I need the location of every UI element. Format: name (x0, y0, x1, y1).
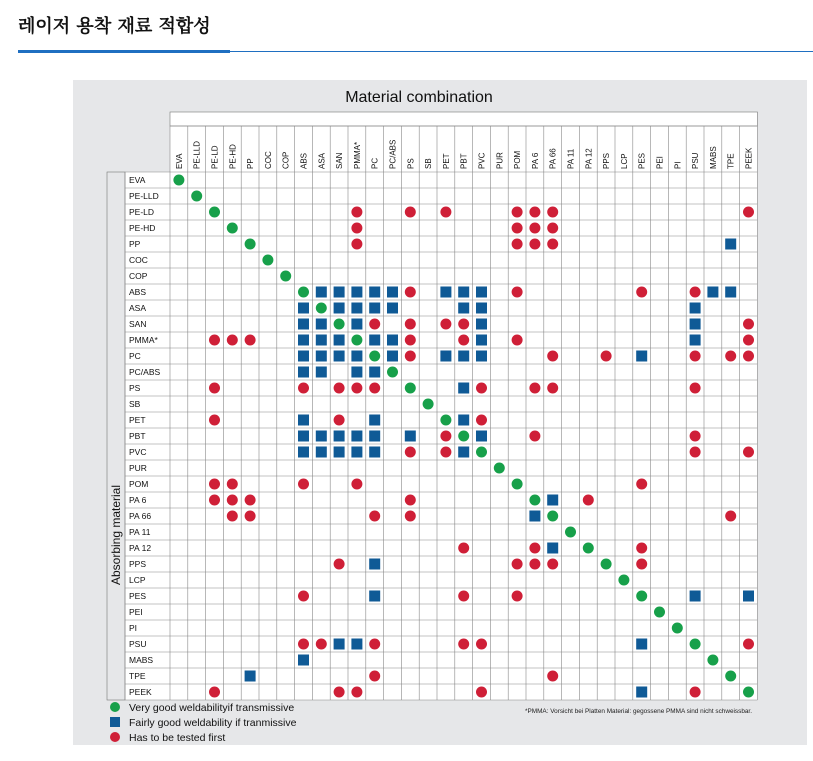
mark-to-be-tested (690, 431, 701, 442)
mark-to-be-tested (743, 319, 754, 330)
column-label: PES (637, 152, 647, 169)
column-label: PC/ABS (388, 139, 398, 169)
mark-to-be-tested (298, 479, 309, 490)
mark-to-be-tested (369, 639, 380, 650)
mark-very-good (583, 543, 594, 554)
mark-fairly-good (458, 351, 469, 362)
column-label: PA 12 (584, 148, 594, 169)
mark-very-good (547, 511, 558, 522)
row-label: PSU (129, 639, 147, 649)
mark-fairly-good (476, 319, 487, 330)
mark-fairly-good (351, 447, 362, 458)
mark-to-be-tested (405, 495, 416, 506)
mark-fairly-good (334, 431, 345, 442)
mark-fairly-good (690, 335, 701, 346)
mark-to-be-tested (458, 335, 469, 346)
mark-fairly-good (316, 351, 327, 362)
mark-very-good (191, 191, 202, 202)
row-label: PE-LD (129, 207, 155, 217)
mark-to-be-tested (405, 335, 416, 346)
mark-to-be-tested (725, 351, 736, 362)
mark-fairly-good (458, 415, 469, 426)
mark-fairly-good (334, 335, 345, 346)
row-label: PS (129, 383, 141, 393)
mark-to-be-tested (529, 543, 540, 554)
row-label: ASA (129, 303, 147, 313)
column-label: LCP (619, 153, 629, 169)
mark-fairly-good (298, 303, 309, 314)
mark-to-be-tested (298, 383, 309, 394)
mark-to-be-tested (636, 543, 647, 554)
row-label: TPE (129, 671, 146, 681)
mark-fairly-good (458, 383, 469, 394)
mark-fairly-good (636, 351, 647, 362)
mark-to-be-tested (245, 511, 256, 522)
mark-fairly-good (298, 319, 309, 330)
column-label: ASA (317, 152, 327, 169)
mark-to-be-tested (547, 223, 558, 234)
row-label: PE-HD (129, 223, 156, 233)
mark-to-be-tested (351, 383, 362, 394)
mark-to-be-tested (351, 687, 362, 698)
mark-to-be-tested (512, 287, 523, 298)
mark-to-be-tested (245, 335, 256, 346)
row-header-band (107, 172, 125, 700)
mark-fairly-good (440, 287, 451, 298)
mark-to-be-tested (476, 687, 487, 698)
row-label: PVC (129, 447, 147, 457)
mark-to-be-tested (743, 207, 754, 218)
mark-fairly-good (476, 287, 487, 298)
mark-to-be-tested (529, 223, 540, 234)
mark-to-be-tested (547, 383, 558, 394)
mark-to-be-tested (351, 239, 362, 250)
mark-to-be-tested (298, 591, 309, 602)
column-label: PE-LLD (192, 140, 202, 169)
mark-to-be-tested (512, 239, 523, 250)
column-label: PUR (495, 152, 505, 169)
mark-very-good (725, 671, 736, 682)
column-label: PMMA* (352, 141, 362, 169)
mark-fairly-good (298, 335, 309, 346)
mark-to-be-tested (209, 415, 220, 426)
mark-to-be-tested (440, 447, 451, 458)
legend-label: Very good weldabilityif transmissive (129, 702, 295, 714)
mark-very-good (529, 495, 540, 506)
mark-fairly-good (334, 447, 345, 458)
mark-very-good (351, 335, 362, 346)
mark-to-be-tested (245, 495, 256, 506)
mark-very-good (512, 479, 523, 490)
mark-fairly-good (316, 287, 327, 298)
mark-fairly-good (636, 639, 647, 650)
row-label: PC/ABS (129, 367, 161, 377)
row-label: PC (129, 351, 141, 361)
mark-fairly-good (245, 671, 256, 682)
mark-fairly-good (298, 447, 309, 458)
mark-to-be-tested (405, 207, 416, 218)
mark-fairly-good (387, 351, 398, 362)
column-header-band (170, 112, 757, 126)
column-label: PC (370, 157, 380, 169)
mark-fairly-good (369, 415, 380, 426)
mark-fairly-good (351, 319, 362, 330)
mark-to-be-tested (405, 511, 416, 522)
row-label: PET (129, 415, 146, 425)
column-label: PA 66 (548, 148, 558, 169)
row-label: PE-LLD (129, 191, 159, 201)
page-title: 레이저 용착 재료 적합성 (18, 16, 211, 37)
mark-fairly-good (707, 287, 718, 298)
column-label: COC (263, 151, 273, 169)
mark-to-be-tested (476, 639, 487, 650)
mark-fairly-good (369, 591, 380, 602)
mark-fairly-good (334, 639, 345, 650)
column-label: PE-LD (210, 145, 220, 169)
mark-fairly-good (369, 559, 380, 570)
material-combination-chart (73, 80, 807, 745)
mark-to-be-tested (405, 319, 416, 330)
row-label: PEI (129, 607, 143, 617)
mark-to-be-tested (209, 335, 220, 346)
mark-fairly-good (316, 319, 327, 330)
row-label: SB (129, 399, 141, 409)
legend-marker-circle (110, 702, 120, 712)
mark-to-be-tested (512, 223, 523, 234)
column-label: PS (406, 158, 416, 169)
row-label: LCP (129, 575, 146, 585)
mark-fairly-good (369, 335, 380, 346)
row-label: COC (129, 255, 148, 265)
mark-to-be-tested (316, 639, 327, 650)
chart-figure (73, 80, 807, 745)
mark-to-be-tested (440, 207, 451, 218)
mark-fairly-good (334, 287, 345, 298)
mark-very-good (227, 223, 238, 234)
mark-very-good (476, 447, 487, 458)
mark-very-good (690, 639, 701, 650)
mark-to-be-tested (476, 383, 487, 394)
mark-fairly-good (298, 351, 309, 362)
mark-to-be-tested (369, 319, 380, 330)
row-label: COP (129, 271, 148, 281)
mark-to-be-tested (209, 479, 220, 490)
mark-fairly-good (351, 351, 362, 362)
mark-fairly-good (725, 287, 736, 298)
mark-to-be-tested (725, 511, 736, 522)
column-label: PSU (691, 152, 701, 169)
mark-to-be-tested (405, 287, 416, 298)
mark-very-good (601, 559, 612, 570)
mark-very-good (672, 623, 683, 634)
mark-very-good (494, 463, 505, 474)
mark-to-be-tested (512, 591, 523, 602)
legend-label: Has to be tested first (129, 732, 226, 744)
mark-fairly-good (440, 351, 451, 362)
column-label: POM (513, 150, 523, 169)
mark-to-be-tested (512, 559, 523, 570)
row-label: PES (129, 591, 147, 601)
mark-very-good (173, 175, 184, 186)
mark-to-be-tested (334, 559, 345, 570)
mark-very-good (707, 655, 718, 666)
row-label: EVA (129, 175, 146, 185)
column-label: PA 11 (566, 148, 576, 169)
legend-marker-circle (110, 732, 120, 742)
mark-fairly-good (547, 543, 558, 554)
mark-fairly-good (636, 687, 647, 698)
column-label: EVA (174, 153, 184, 169)
mark-fairly-good (334, 351, 345, 362)
mark-very-good (369, 351, 380, 362)
column-label: PBT (459, 153, 469, 169)
mark-to-be-tested (476, 415, 487, 426)
mark-fairly-good (298, 431, 309, 442)
column-label: PET (441, 153, 451, 169)
mark-to-be-tested (209, 687, 220, 698)
mark-fairly-good (387, 287, 398, 298)
mark-fairly-good (476, 351, 487, 362)
mark-very-good (423, 399, 434, 410)
mark-to-be-tested (351, 207, 362, 218)
row-label: SAN (129, 319, 147, 329)
mark-to-be-tested (351, 223, 362, 234)
mark-fairly-good (387, 335, 398, 346)
mark-to-be-tested (547, 207, 558, 218)
mark-very-good (618, 575, 629, 586)
mark-to-be-tested (583, 495, 594, 506)
mark-to-be-tested (636, 287, 647, 298)
row-label: POM (129, 479, 149, 489)
mark-to-be-tested (690, 383, 701, 394)
mark-fairly-good (351, 367, 362, 378)
mark-to-be-tested (440, 319, 451, 330)
mark-fairly-good (476, 303, 487, 314)
mark-very-good (636, 591, 647, 602)
column-label: PP (246, 158, 256, 169)
row-label: PPS (129, 559, 147, 569)
mark-fairly-good (458, 287, 469, 298)
mark-to-be-tested (334, 687, 345, 698)
mark-fairly-good (351, 303, 362, 314)
mark-to-be-tested (636, 479, 647, 490)
mark-fairly-good (547, 495, 558, 506)
mark-fairly-good (387, 303, 398, 314)
mark-to-be-tested (512, 207, 523, 218)
column-label: ABS (299, 152, 309, 169)
mark-to-be-tested (690, 447, 701, 458)
mark-to-be-tested (351, 479, 362, 490)
column-label: PEEK (744, 147, 754, 169)
mark-to-be-tested (227, 511, 238, 522)
chart-title: Material combination (345, 89, 493, 106)
legend-label: Fairly good weldability if tranmissive (129, 717, 297, 729)
mark-fairly-good (316, 431, 327, 442)
mark-fairly-good (458, 303, 469, 314)
column-label: PVC (477, 152, 487, 169)
mark-to-be-tested (369, 511, 380, 522)
mark-to-be-tested (529, 431, 540, 442)
mark-fairly-good (351, 287, 362, 298)
mark-fairly-good (351, 639, 362, 650)
column-label: PA 6 (530, 152, 540, 169)
mark-to-be-tested (547, 351, 558, 362)
mark-fairly-good (690, 303, 701, 314)
mark-fairly-good (476, 431, 487, 442)
mark-very-good (387, 367, 398, 378)
mark-very-good (405, 383, 416, 394)
mark-fairly-good (369, 447, 380, 458)
mark-to-be-tested (227, 479, 238, 490)
mark-fairly-good (690, 319, 701, 330)
mark-fairly-good (743, 591, 754, 602)
column-label: TPE (726, 153, 736, 169)
mark-to-be-tested (440, 431, 451, 442)
row-label: PA 11 (129, 527, 151, 537)
mark-fairly-good (369, 303, 380, 314)
mark-fairly-good (725, 239, 736, 250)
mark-to-be-tested (743, 639, 754, 650)
mark-fairly-good (316, 447, 327, 458)
mark-to-be-tested (512, 335, 523, 346)
mark-to-be-tested (209, 383, 220, 394)
row-label: PUR (129, 463, 147, 473)
mark-fairly-good (351, 431, 362, 442)
mark-to-be-tested (743, 335, 754, 346)
mark-fairly-good (369, 367, 380, 378)
mark-to-be-tested (529, 239, 540, 250)
row-label: PA 6 (129, 495, 147, 505)
mark-very-good (565, 527, 576, 538)
mark-very-good (245, 239, 256, 250)
row-label: PA 12 (129, 543, 152, 553)
mark-fairly-good (405, 431, 416, 442)
row-header: Absorbing material (109, 484, 123, 586)
mark-fairly-good (298, 415, 309, 426)
row-label: PA 66 (129, 511, 152, 521)
row-label: MABS (129, 655, 154, 665)
mark-to-be-tested (601, 351, 612, 362)
mark-to-be-tested (636, 559, 647, 570)
mark-fairly-good (369, 431, 380, 442)
row-label: PMMA* (129, 335, 158, 345)
mark-fairly-good (529, 511, 540, 522)
column-label: SB (424, 158, 434, 169)
mark-very-good (209, 207, 220, 218)
column-label: SAN (335, 152, 345, 169)
title-divider-accent (18, 50, 230, 53)
mark-to-be-tested (547, 239, 558, 250)
mark-very-good (262, 255, 273, 266)
mark-to-be-tested (334, 383, 345, 394)
mark-to-be-tested (369, 671, 380, 682)
mark-to-be-tested (547, 559, 558, 570)
mark-very-good (280, 271, 291, 282)
mark-fairly-good (298, 367, 309, 378)
column-label: MABS (708, 146, 718, 169)
mark-to-be-tested (690, 287, 701, 298)
row-label: PI (129, 623, 138, 633)
mark-fairly-good (334, 303, 345, 314)
mark-very-good (743, 687, 754, 698)
column-label: COP (281, 151, 291, 169)
mark-fairly-good (369, 287, 380, 298)
column-label: PI (673, 161, 683, 169)
mark-to-be-tested (458, 591, 469, 602)
footnote: *PMMA: Vorsicht bei Platten Material: gegossene PMMA sind nicht schweissbar. (525, 708, 752, 715)
mark-to-be-tested (743, 447, 754, 458)
mark-fairly-good (458, 447, 469, 458)
mark-very-good (298, 287, 309, 298)
row-label: PBT (129, 431, 146, 441)
mark-fairly-good (316, 367, 327, 378)
mark-to-be-tested (458, 543, 469, 554)
mark-to-be-tested (369, 383, 380, 394)
mark-to-be-tested (227, 495, 238, 506)
mark-fairly-good (316, 335, 327, 346)
row-label: PP (129, 239, 141, 249)
mark-fairly-good (690, 591, 701, 602)
mark-to-be-tested (227, 335, 238, 346)
mark-to-be-tested (458, 639, 469, 650)
column-label: PE-HD (228, 144, 238, 169)
mark-to-be-tested (529, 383, 540, 394)
mark-fairly-good (298, 655, 309, 666)
mark-fairly-good (476, 335, 487, 346)
column-label: PEI (655, 156, 665, 169)
row-label: ABS (129, 287, 147, 297)
mark-very-good (654, 607, 665, 618)
column-label: PPS (602, 152, 612, 169)
mark-to-be-tested (690, 351, 701, 362)
mark-to-be-tested (529, 559, 540, 570)
row-label: PEEK (129, 687, 152, 697)
mark-to-be-tested (690, 687, 701, 698)
mark-to-be-tested (334, 415, 345, 426)
mark-very-good (316, 303, 327, 314)
mark-to-be-tested (298, 639, 309, 650)
mark-to-be-tested (547, 671, 558, 682)
mark-to-be-tested (529, 207, 540, 218)
mark-to-be-tested (743, 351, 754, 362)
mark-to-be-tested (209, 495, 220, 506)
mark-to-be-tested (458, 319, 469, 330)
mark-very-good (334, 319, 345, 330)
mark-to-be-tested (405, 351, 416, 362)
legend-marker-square (110, 717, 120, 727)
mark-very-good (440, 415, 451, 426)
mark-very-good (458, 431, 469, 442)
mark-to-be-tested (405, 447, 416, 458)
